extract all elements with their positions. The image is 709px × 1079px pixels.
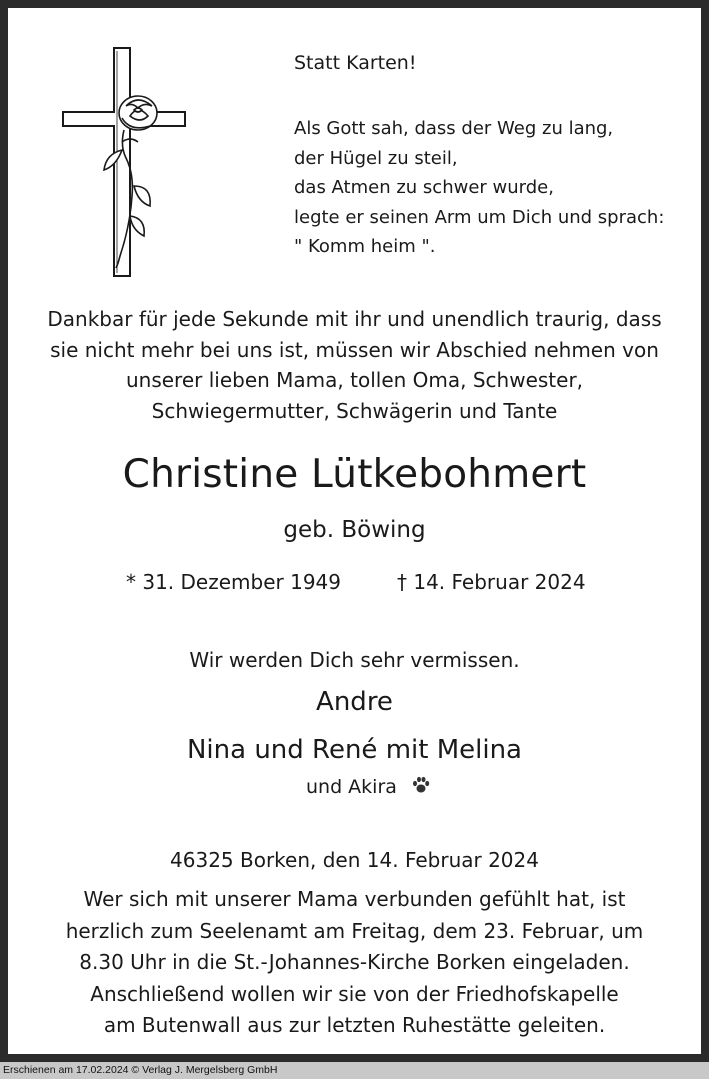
closing-text xyxy=(8,884,701,1042)
mourner-akira xyxy=(306,775,431,800)
poem-line: Als Gott sah, dass der Weg zu lang, xyxy=(294,118,614,139)
intro-line: Schwiegermutter, Schwägerin und Tante xyxy=(151,398,558,423)
closing-line: am Butenwall aus zur letzten Ruhestätte geleiten. xyxy=(103,1013,606,1037)
death-notice xyxy=(8,8,701,1054)
birth-date: * 31. Dezember 1949 xyxy=(126,570,341,594)
poem xyxy=(294,114,694,262)
intro-text xyxy=(8,304,701,426)
place-date: 46325 Borken, den 14. Februar 2024 xyxy=(170,848,539,872)
closing-line: 8.30 Uhr in die St.-Johannes-Kirche Borken eingeladen. xyxy=(79,950,630,974)
closing-line: Anschließend wollen wir sie von der Friedhofskapelle xyxy=(90,981,619,1006)
top-text xyxy=(294,52,694,262)
poem-line: das Atmen zu schwer wurde, xyxy=(294,177,554,198)
cross-with-rose-icon xyxy=(60,46,200,282)
miss-line: Wir werden Dich sehr vermissen. xyxy=(189,648,520,672)
intro-line: sie nicht mehr bei uns ist, müssen wir Abschied nehmen von xyxy=(50,337,659,362)
intro-line: unserer lieben Mama, tollen Oma, Schwester, xyxy=(125,368,584,392)
publisher-footer: Erschienen am 17.02.2024 © Verlag J. Mergelsberg GmbH xyxy=(0,1062,709,1079)
mourner-nina: Nina und René mit Melina xyxy=(186,735,522,765)
birth-name: geb. Böwing xyxy=(283,517,426,543)
intro-line: Dankbar für jede Sekunde mit ihr und unendlich traurig, dass xyxy=(47,307,662,331)
death-date: † 14. Februar 2024 xyxy=(397,570,586,594)
poem-line: " Komm heim ". xyxy=(294,236,436,257)
paw-print-icon xyxy=(411,775,431,800)
closing-line: Wer sich mit unserer Mama verbunden gefühlt hat, ist xyxy=(83,887,626,911)
statt-karten: Statt Karten! xyxy=(294,52,417,74)
poem-line: legte er seinen Arm um Dich und sprach: xyxy=(294,206,665,228)
akira-label: und Akira xyxy=(306,776,397,798)
poem-line: der Hügel zu steil, xyxy=(294,147,458,169)
mourner-andre: Andre xyxy=(316,687,393,717)
deceased-name: Christine Lütkebohmert xyxy=(122,452,587,497)
closing-line: herzlich zum Seelenamt am Freitag, dem 23. Februar, um xyxy=(65,918,644,943)
